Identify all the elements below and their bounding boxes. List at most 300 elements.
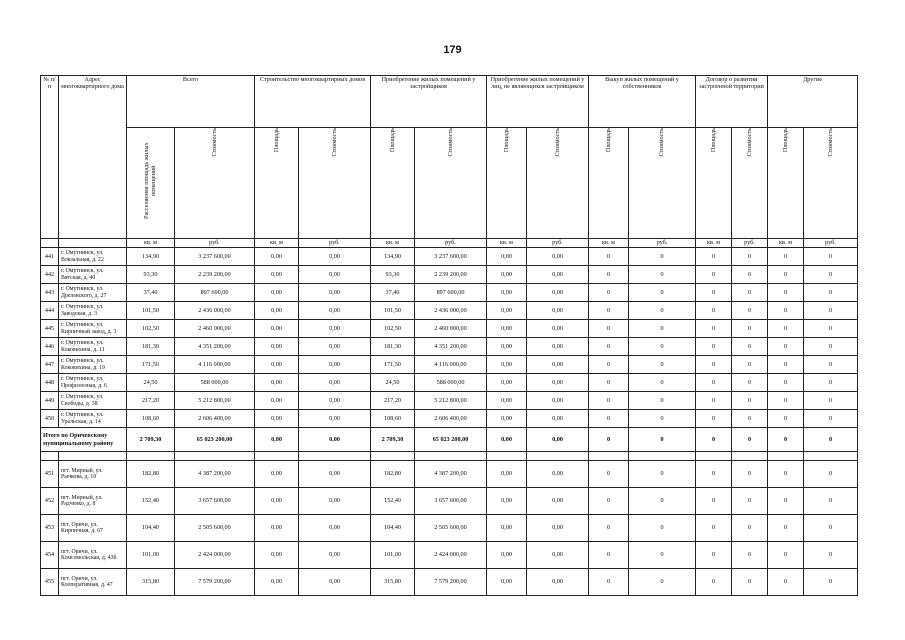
- row-value-ta: 0: [696, 542, 732, 569]
- row-value-a: 152,40: [127, 488, 175, 515]
- subheader-cost: Стоимость: [732, 128, 768, 239]
- row-value-nc: 0,00: [527, 248, 589, 266]
- row-value-ta: 0: [696, 356, 732, 374]
- row-value-nc: 0,00: [527, 374, 589, 392]
- row-value-ba: 0: [589, 266, 629, 284]
- subheader-area: Площадь: [487, 128, 527, 239]
- row-value-tc: 0: [732, 488, 768, 515]
- unit-cell: кв. м: [255, 239, 299, 248]
- row-value-sa: 0,00: [255, 488, 299, 515]
- table-row: [41, 488, 858, 515]
- row-value-tc: 0: [732, 542, 768, 569]
- table-row: [41, 248, 858, 266]
- row-value-oc: 0: [804, 248, 858, 266]
- row-value-sa: 0,00: [255, 410, 299, 428]
- row-value-ba: 0: [589, 569, 629, 596]
- table-row: [41, 392, 858, 410]
- row-address: г. Омутнинск, ул. Кирпичный завод, д. 3: [59, 320, 127, 338]
- row-number: 455: [41, 569, 59, 596]
- row-value-sa: 0,00: [255, 338, 299, 356]
- header-num: № п/п: [41, 76, 59, 239]
- total-cell: 0: [629, 428, 696, 452]
- table-row: [41, 410, 858, 428]
- total-cell: 0,00: [299, 428, 371, 452]
- row-value-oa: 0: [768, 488, 804, 515]
- row-value-pa: 134,90: [371, 248, 415, 266]
- unit-cell: кв. м: [487, 239, 527, 248]
- row-value-sc: 0,00: [299, 461, 371, 488]
- row-value-pa: 102,50: [371, 320, 415, 338]
- row-value-tc: 0: [732, 338, 768, 356]
- row-value-oc: 0: [804, 284, 858, 302]
- row-value-na: 0,00: [487, 542, 527, 569]
- unit-cell: руб.: [299, 239, 371, 248]
- row-value-na: 0,00: [487, 461, 527, 488]
- row-value-oa: 0: [768, 248, 804, 266]
- row-number: 443: [41, 284, 59, 302]
- subheader-area-resettled: Расселяемая площадь жилых помещений: [127, 128, 175, 239]
- row-value-tc: 0: [732, 569, 768, 596]
- row-value-ta: 0: [696, 338, 732, 356]
- row-value-pa: 152,40: [371, 488, 415, 515]
- header-total: Всего: [127, 76, 255, 128]
- row-value-ba: 0: [589, 284, 629, 302]
- row-value-a: 101,00: [127, 542, 175, 569]
- row-value-pc: 3 237 600,00: [415, 248, 487, 266]
- unit-cell: кв. м: [768, 239, 804, 248]
- row-value-pc: 897 600,00: [415, 284, 487, 302]
- row-value-ta: 0: [696, 461, 732, 488]
- subheader-area: Площадь: [768, 128, 804, 239]
- row-value-ba: 0: [589, 374, 629, 392]
- row-value-c: 4 387 200,00: [175, 461, 255, 488]
- row-address: г. Омутнинск, ул. Дрелевского, д. 27: [59, 284, 127, 302]
- row-number: 454: [41, 542, 59, 569]
- row-value-pc: 2 606 400,00: [415, 410, 487, 428]
- row-value-nc: 0,00: [527, 569, 589, 596]
- total-cell: 65 023 200,00: [415, 428, 487, 452]
- row-value-c: 3 237 600,00: [175, 248, 255, 266]
- row-value-oc: 0: [804, 410, 858, 428]
- row-value-oa: 0: [768, 320, 804, 338]
- row-value-na: 0,00: [487, 248, 527, 266]
- row-value-ba: 0: [589, 515, 629, 542]
- row-value-pa: 101,50: [371, 302, 415, 320]
- unit-cell: кв. м: [127, 239, 175, 248]
- subheader-cost: Стоимость: [629, 128, 696, 239]
- row-value-pc: 2 424 000,00: [415, 542, 487, 569]
- row-value-bc: 0: [629, 320, 696, 338]
- resettlement-table: [40, 75, 858, 596]
- row-value-oc: 0: [804, 569, 858, 596]
- row-value-bc: 0: [629, 410, 696, 428]
- row-value-na: 0,00: [487, 515, 527, 542]
- row-value-bc: 0: [629, 488, 696, 515]
- total-cell: 65 023 200,00: [175, 428, 255, 452]
- row-value-pc: 5 212 800,00: [415, 392, 487, 410]
- spacer-row: [41, 452, 858, 461]
- row-value-nc: 0,00: [527, 320, 589, 338]
- row-value-nc: 0,00: [527, 356, 589, 374]
- row-value-tc: 0: [732, 374, 768, 392]
- row-value-a: 104,40: [127, 515, 175, 542]
- total-cell: 2 709,30: [127, 428, 175, 452]
- row-address: пгт. Мирный, ул. Радченко, д. 8: [59, 488, 127, 515]
- row-value-sc: 0,00: [299, 374, 371, 392]
- row-address: г. Омутнинск, ул. Уральская, д. 14: [59, 410, 127, 428]
- row-value-pc: 4 387 200,00: [415, 461, 487, 488]
- row-number: 449: [41, 392, 59, 410]
- total-cell: 0: [768, 428, 804, 452]
- total-cell: 0,00: [487, 428, 527, 452]
- row-value-oc: 0: [804, 461, 858, 488]
- total-cell: 0: [732, 428, 768, 452]
- row-value-sc: 0,00: [299, 284, 371, 302]
- header-other: Другие: [768, 76, 858, 128]
- row-value-ba: 0: [589, 248, 629, 266]
- row-value-c: 2 424 000,00: [175, 542, 255, 569]
- subheader-cost: Стоимость: [527, 128, 589, 239]
- row-value-tc: 0: [732, 302, 768, 320]
- row-value-bc: 0: [629, 302, 696, 320]
- row-number: 451: [41, 461, 59, 488]
- row-address: г. Омутнинск, ул. Заводская, д. 3: [59, 302, 127, 320]
- row-value-c: 2 505 600,00: [175, 515, 255, 542]
- row-value-pa: 24,50: [371, 374, 415, 392]
- row-value-na: 0,00: [487, 569, 527, 596]
- row-value-pa: 104,40: [371, 515, 415, 542]
- row-number: 442: [41, 266, 59, 284]
- total-cell: 0: [804, 428, 858, 452]
- row-value-oc: 0: [804, 542, 858, 569]
- row-value-sa: 0,00: [255, 542, 299, 569]
- row-value-a: 93,30: [127, 266, 175, 284]
- header-buyback: Выкуп жилых помещений у собственников: [589, 76, 696, 128]
- row-value-tc: 0: [732, 515, 768, 542]
- total-cell: 0,00: [527, 428, 589, 452]
- row-address: г. Омутнинск, ул. Вятская, д. 40: [59, 266, 127, 284]
- subheader-area: Площадь: [255, 128, 299, 239]
- table-row: [41, 284, 858, 302]
- row-value-tc: 0: [732, 392, 768, 410]
- row-value-ba: 0: [589, 488, 629, 515]
- table-row: [41, 374, 858, 392]
- row-value-bc: 0: [629, 515, 696, 542]
- row-value-c: 2 239 200,00: [175, 266, 255, 284]
- row-number: 441: [41, 248, 59, 266]
- unit-cell: кв. м: [589, 239, 629, 248]
- row-value-a: 102,50: [127, 320, 175, 338]
- header-purchase-non-developer: Приобретение жилых помещений у лиц, не являющихся застройщиком: [487, 76, 589, 128]
- total-cell: 2 709,30: [371, 428, 415, 452]
- row-value-a: 315,80: [127, 569, 175, 596]
- row-value-oa: 0: [768, 542, 804, 569]
- row-value-sa: 0,00: [255, 374, 299, 392]
- row-value-a: 171,50: [127, 356, 175, 374]
- row-value-sa: 0,00: [255, 356, 299, 374]
- header-address: Адрес многоквартирного дома: [59, 76, 127, 239]
- row-value-c: 3 657 600,00: [175, 488, 255, 515]
- row-value-nc: 0,00: [527, 488, 589, 515]
- table-row: [41, 320, 858, 338]
- row-value-ta: 0: [696, 488, 732, 515]
- row-value-sa: 0,00: [255, 320, 299, 338]
- row-value-ta: 0: [696, 320, 732, 338]
- total-row: [41, 428, 858, 452]
- row-number: 447: [41, 356, 59, 374]
- row-value-nc: 0,00: [527, 410, 589, 428]
- row-value-pc: 2 239 200,00: [415, 266, 487, 284]
- row-value-oc: 0: [804, 266, 858, 284]
- row-value-nc: 0,00: [527, 392, 589, 410]
- row-value-nc: 0,00: [527, 515, 589, 542]
- row-value-bc: 0: [629, 392, 696, 410]
- table-body-omutninsk: [41, 248, 858, 428]
- row-address: пгт. Оричи, ул. Кирпичная, д. 67: [59, 515, 127, 542]
- row-value-a: 108,60: [127, 410, 175, 428]
- unit-cell: руб.: [415, 239, 487, 248]
- row-address: пгт. Оричи, ул. Комсомольская, д. 43б: [59, 542, 127, 569]
- unit-cell: руб.: [732, 239, 768, 248]
- subheader-area: Площадь: [696, 128, 732, 239]
- row-number: 446: [41, 338, 59, 356]
- table-row: [41, 542, 858, 569]
- row-value-pa: 108,60: [371, 410, 415, 428]
- row-value-oc: 0: [804, 392, 858, 410]
- row-value-c: 5 212 800,00: [175, 392, 255, 410]
- row-value-pa: 171,50: [371, 356, 415, 374]
- row-value-ba: 0: [589, 356, 629, 374]
- row-value-a: 101,50: [127, 302, 175, 320]
- row-value-sa: 0,00: [255, 515, 299, 542]
- header-territory: Договор о развитии застроенной территории: [696, 76, 768, 128]
- row-value-ba: 0: [589, 392, 629, 410]
- row-value-oa: 0: [768, 569, 804, 596]
- row-value-na: 0,00: [487, 320, 527, 338]
- row-value-pc: 3 657 600,00: [415, 488, 487, 515]
- row-value-ta: 0: [696, 266, 732, 284]
- row-value-ta: 0: [696, 392, 732, 410]
- table-total: [41, 428, 858, 461]
- row-value-a: 181,30: [127, 338, 175, 356]
- row-value-ba: 0: [589, 338, 629, 356]
- row-value-oa: 0: [768, 392, 804, 410]
- row-value-ta: 0: [696, 569, 732, 596]
- total-cell: 0: [696, 428, 732, 452]
- row-value-sc: 0,00: [299, 569, 371, 596]
- row-value-na: 0,00: [487, 284, 527, 302]
- row-value-sa: 0,00: [255, 461, 299, 488]
- row-value-bc: 0: [629, 338, 696, 356]
- row-value-ba: 0: [589, 461, 629, 488]
- row-value-ba: 0: [589, 410, 629, 428]
- row-value-oc: 0: [804, 356, 858, 374]
- row-value-a: 24,50: [127, 374, 175, 392]
- row-number: 445: [41, 320, 59, 338]
- row-value-sc: 0,00: [299, 302, 371, 320]
- row-number: 444: [41, 302, 59, 320]
- row-value-nc: 0,00: [527, 338, 589, 356]
- row-value-bc: 0: [629, 461, 696, 488]
- row-number: 450: [41, 410, 59, 428]
- row-value-bc: 0: [629, 248, 696, 266]
- subheader-cost: Стоимость: [804, 128, 858, 239]
- row-address: г. Омутнинск, ул. Коковихина, д. 19: [59, 356, 127, 374]
- row-value-bc: 0: [629, 356, 696, 374]
- row-value-na: 0,00: [487, 266, 527, 284]
- page-number: 179: [443, 44, 462, 56]
- row-value-nc: 0,00: [527, 461, 589, 488]
- row-value-bc: 0: [629, 542, 696, 569]
- row-value-ta: 0: [696, 410, 732, 428]
- unit-cell: руб.: [527, 239, 589, 248]
- table-row: [41, 515, 858, 542]
- row-value-sc: 0,00: [299, 356, 371, 374]
- row-value-c: 4 116 000,00: [175, 356, 255, 374]
- row-value-c: 4 351 200,00: [175, 338, 255, 356]
- row-value-pc: 588 000,00: [415, 374, 487, 392]
- subheader-area: Площадь: [371, 128, 415, 239]
- row-value-na: 0,00: [487, 302, 527, 320]
- row-value-na: 0,00: [487, 338, 527, 356]
- row-value-oc: 0: [804, 320, 858, 338]
- row-value-sc: 0,00: [299, 320, 371, 338]
- row-value-oa: 0: [768, 461, 804, 488]
- row-value-c: 2 460 000,00: [175, 320, 255, 338]
- row-value-a: 37,40: [127, 284, 175, 302]
- unit-cell: кв. м: [371, 239, 415, 248]
- unit-cell: руб.: [804, 239, 858, 248]
- row-value-tc: 0: [732, 356, 768, 374]
- row-value-oc: 0: [804, 515, 858, 542]
- row-value-pc: 2 460 000,00: [415, 320, 487, 338]
- row-value-c: 588 000,00: [175, 374, 255, 392]
- row-value-oa: 0: [768, 338, 804, 356]
- row-value-bc: 0: [629, 266, 696, 284]
- row-address: г. Омутнинск, ул. Коковихина, д. 11: [59, 338, 127, 356]
- row-value-na: 0,00: [487, 488, 527, 515]
- row-value-tc: 0: [732, 320, 768, 338]
- row-value-na: 0,00: [487, 356, 527, 374]
- units-row: [41, 239, 858, 248]
- row-value-sc: 0,00: [299, 542, 371, 569]
- row-value-nc: 0,00: [527, 302, 589, 320]
- row-number: 453: [41, 515, 59, 542]
- table-row: [41, 356, 858, 374]
- subheader-area: Площадь: [589, 128, 629, 239]
- row-value-ta: 0: [696, 302, 732, 320]
- row-value-pa: 37,40: [371, 284, 415, 302]
- row-value-pc: 2 436 000,00: [415, 302, 487, 320]
- row-value-pc: 4 116 000,00: [415, 356, 487, 374]
- row-value-ta: 0: [696, 515, 732, 542]
- row-value-oa: 0: [768, 374, 804, 392]
- row-value-oc: 0: [804, 488, 858, 515]
- row-value-ta: 0: [696, 248, 732, 266]
- row-value-bc: 0: [629, 569, 696, 596]
- row-value-pa: 181,30: [371, 338, 415, 356]
- unit-cell: кв. м: [696, 239, 732, 248]
- table-row: [41, 266, 858, 284]
- total-cell: 0,00: [255, 428, 299, 452]
- row-value-pc: 7 579 200,00: [415, 569, 487, 596]
- row-value-sc: 0,00: [299, 515, 371, 542]
- row-value-tc: 0: [732, 461, 768, 488]
- row-value-nc: 0,00: [527, 284, 589, 302]
- row-value-sc: 0,00: [299, 392, 371, 410]
- row-value-sa: 0,00: [255, 284, 299, 302]
- unit-cell: руб.: [629, 239, 696, 248]
- row-number: 452: [41, 488, 59, 515]
- row-value-c: 897 600,00: [175, 284, 255, 302]
- row-value-pa: 315,80: [371, 569, 415, 596]
- row-value-sc: 0,00: [299, 488, 371, 515]
- row-value-sa: 0,00: [255, 248, 299, 266]
- row-value-ba: 0: [589, 542, 629, 569]
- row-value-pa: 93,30: [371, 266, 415, 284]
- row-value-sa: 0,00: [255, 569, 299, 596]
- row-value-oa: 0: [768, 266, 804, 284]
- subheader-cost: Стоимость: [415, 128, 487, 239]
- row-value-sc: 0,00: [299, 266, 371, 284]
- row-value-sa: 0,00: [255, 266, 299, 284]
- unit-cell: руб.: [175, 239, 255, 248]
- row-value-oa: 0: [768, 284, 804, 302]
- row-value-bc: 0: [629, 284, 696, 302]
- total-label: Итого по Оричевскому муниципальному району: [41, 428, 127, 452]
- row-value-sc: 0,00: [299, 410, 371, 428]
- row-value-c: 2 436 000,00: [175, 302, 255, 320]
- header-purchase-developer: Приобретение жилых помещений у застройщиков: [371, 76, 487, 128]
- table-row: [41, 338, 858, 356]
- row-value-pc: 2 505 600,00: [415, 515, 487, 542]
- row-value-ba: 0: [589, 320, 629, 338]
- row-value-pc: 4 351 200,00: [415, 338, 487, 356]
- total-cell: 0: [589, 428, 629, 452]
- row-value-a: 217,20: [127, 392, 175, 410]
- row-value-bc: 0: [629, 374, 696, 392]
- row-value-tc: 0: [732, 284, 768, 302]
- row-value-na: 0,00: [487, 392, 527, 410]
- row-value-sa: 0,00: [255, 302, 299, 320]
- row-value-a: 182,80: [127, 461, 175, 488]
- row-value-ba: 0: [589, 302, 629, 320]
- row-value-oa: 0: [768, 410, 804, 428]
- row-value-sa: 0,00: [255, 392, 299, 410]
- table-row: [41, 461, 858, 488]
- row-value-oc: 0: [804, 302, 858, 320]
- row-value-c: 2 606 400,00: [175, 410, 255, 428]
- row-value-na: 0,00: [487, 374, 527, 392]
- row-address: г. Омутнинск, ул. Свободы, д. 38: [59, 392, 127, 410]
- row-value-oc: 0: [804, 338, 858, 356]
- subheader-cost: Стоимость: [299, 128, 371, 239]
- row-address: г. Омутнинск, ул. Вокзальная, д. 22: [59, 248, 127, 266]
- row-value-tc: 0: [732, 266, 768, 284]
- row-value-tc: 0: [732, 248, 768, 266]
- row-value-oa: 0: [768, 515, 804, 542]
- row-value-pa: 217,20: [371, 392, 415, 410]
- row-value-ta: 0: [696, 284, 732, 302]
- header-construction: Строительство многоквартирных домов: [255, 76, 371, 128]
- row-value-c: 7 579 200,00: [175, 569, 255, 596]
- row-value-sc: 0,00: [299, 338, 371, 356]
- row-number: 448: [41, 374, 59, 392]
- row-value-tc: 0: [732, 410, 768, 428]
- row-value-na: 0,00: [487, 410, 527, 428]
- row-value-nc: 0,00: [527, 542, 589, 569]
- row-value-ta: 0: [696, 374, 732, 392]
